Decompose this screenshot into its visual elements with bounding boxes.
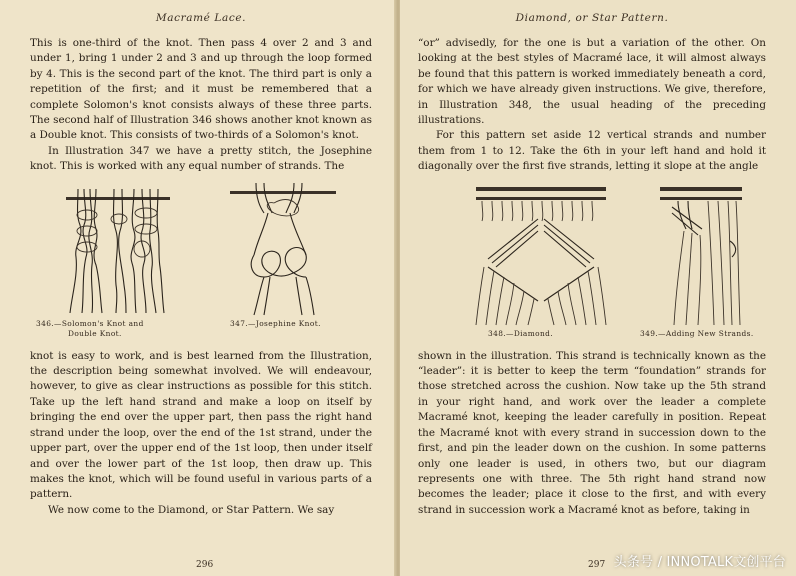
left-page <box>0 0 396 576</box>
right-page-number: 297 <box>588 560 606 570</box>
right-paragraph-2: For this pattern set aside 12 vertical strands and number them from 1 to 12. Take the 6th in your left hand and hold it diagonally over the first five strands, letting it slope at the angle <box>418 129 766 173</box>
adding-new-strands-illustration <box>658 181 744 327</box>
watermark-text: 头条号 / INNOTALK文创平台 <box>613 555 786 570</box>
right-page <box>400 0 796 576</box>
fig-347-caption: 347.—Josephine Knot. <box>230 318 321 328</box>
right-illustrations <box>418 179 766 347</box>
left-paragraph-3: knot is easy to work, and is best learned from the Illustration, the description being somewhat involved. We will endeavour, however, to give as clear instructions as possible for this stitch. Take up the left hand strand and make a loop on itself by bringing the end over the upper part, then pass the right hand strand under the loop, over the end of the 1st strand, under the upper part, over the upper end of the 1st loop, then under itself and over the lower part of the 1st loop, then draw up. This makes the knot, which will be found useful in various parts of a pattern. <box>30 349 372 501</box>
right-running-head: Diamond, or Star Pattern. <box>515 12 669 24</box>
fig-348-caption: 348.—Diamond. <box>488 328 554 338</box>
left-paragraph-4: We now come to the Diamond, or Star Pattern. We say <box>48 503 335 516</box>
right-paragraph-3: shown in the illustration. This strand is technically known as the “leader”: it is better to keep the term “foundation” strands for those stretched across the cushion. Now take up the 5th strand in your right hand, and work over the leader a complete Macramé knot, keeping the leader carefully in position. Repeat the Macramé knot with every strand in succession down to the first, and pin the leader down on the cushion. In some patterns only one leader is used, in others two, but our diagram represents one with three. The 5th right hand strand now becomes the leader; place it close to the first, and with every strand in succession work a Macramé knot as before, taking in <box>418 349 766 516</box>
fig-346-caption-line1: 346.—Solomon's Knot and <box>36 318 144 328</box>
josephine-knot-illustration <box>224 179 342 317</box>
solomons-knot-illustration <box>64 185 174 315</box>
left-illustrations <box>30 179 372 347</box>
left-page-number: 296 <box>196 560 214 570</box>
left-paragraph-1: This is one-third of the knot. Then pass 4 over 2 and 3 and under 1, bring 1 under 2 and 3 and up through the loop formed by 4. This is the second part of the knot. The third part is only a repetition of the first; and it must be remembered that a complete Solomon's knot consists always of these three parts. The second half of Illustration 346 shows another knot known as a Double knot. This consists of two-thirds of a Solomon's knot. <box>30 37 372 142</box>
fig-346-caption <box>36 319 196 339</box>
diamond-pattern-illustration <box>474 181 608 327</box>
left-running-head: Macramé Lace. <box>155 12 247 24</box>
fig-346-caption-line2: Double Knot. <box>68 328 122 338</box>
right-paragraph-1: “or” advisedly, for the one is but a variation of the other. On looking at the best styles of Macramé lace, it will almost always be found that this pattern is worked immediately beneath a cord, for which we have already given instructions. We give, therefore, in Illustration 348, the usual heading of the preceding illustrations. <box>418 37 766 127</box>
left-paragraph-2: In Illustration 347 we have a pretty stitch, the Josephine knot. This is worked with any equal number of strands. The <box>30 144 372 173</box>
fig-349-caption: 349.—Adding New Strands. <box>640 328 754 338</box>
